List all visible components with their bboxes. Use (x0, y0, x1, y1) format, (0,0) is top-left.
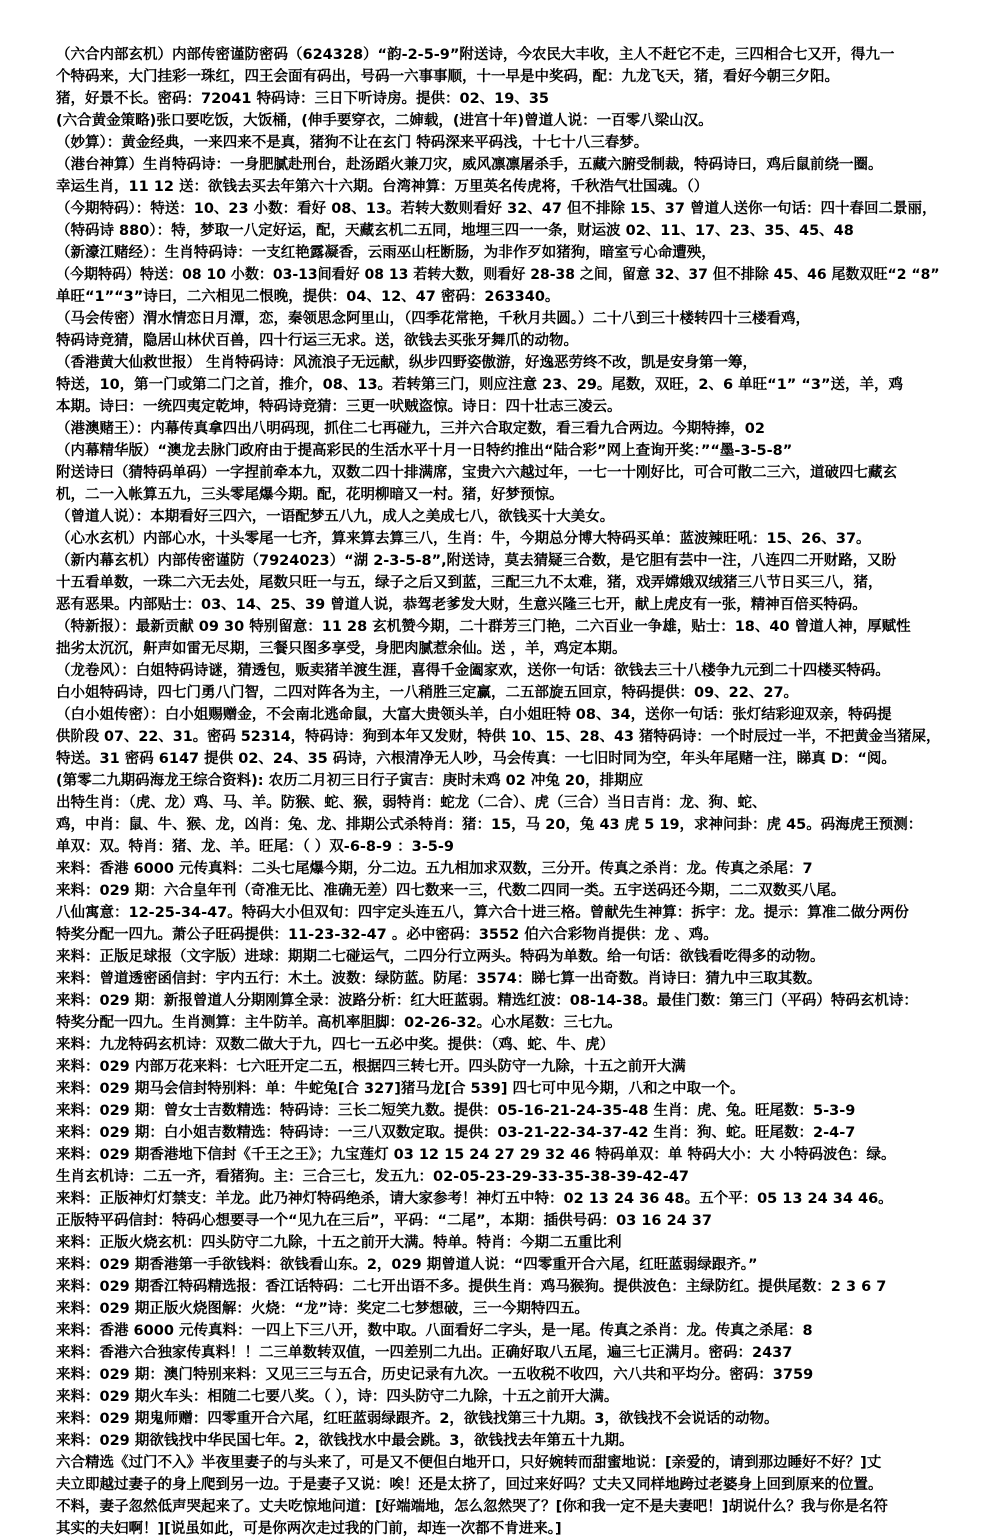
text-line: （新濠江赌经）：生肖特码诗：一支红艳露凝香，云雨巫山枉断肠，为非作歹如猪狗，暗室亏心命遭殃， (56, 245, 716, 261)
text-line: 出特生肖：（虎、龙）鸡、马、羊。防猴、蛇、猴，弱特肖：蛇龙（二合）、虎（三合）当日吉肖：龙、狗、蛇、 (56, 795, 767, 811)
text-line: （马会传密）渭水情恋日月潭，恋，秦领思念阿里山，（四季花常艳，千秋月共圆。）二十八到三十楼转四十三楼看鸡， (56, 311, 810, 327)
text-line: 来料：029 期正版火烧图解：火烧：“龙”诗：奖定二七梦想破，三一今期特四五。 (56, 1301, 589, 1317)
text-line: 不料，妻子忽然低声哭起来了。丈夫吃惊地问道：[好端端地，怎么忽然哭了？[你和我一定不是夫妻吧！]胡说什么？我与你是名符 (56, 1499, 888, 1515)
text-line: 来料：029 期香江特码精选报：香江话特码：二七开出语不多。提供生肖：鸡马猴狗。提供波色：主绿防红。提供尾数：2 3 6 7 (56, 1279, 887, 1295)
text-line: 来料：029 期香港第一手欲钱料：欲钱看山东。2，029 期曾道人说：“四零重开合六尾，红旺蓝弱绿跟齐。” (56, 1257, 758, 1273)
text-line: 正版特平码信封：特码心想要寻一个“见九在三后”，平码：“二尾”，本期：插供号码：03 16 24 37 (56, 1213, 712, 1229)
text-line: 猪，好景不长。密码：72041 特码诗：三日下听诗房。提供：02、19、35 (56, 91, 550, 107)
text-line: 来料：正版神灯灯禁支：羊龙。此乃神灯特码绝杀，请大家参考！神灯五中特：02 13 24 36 48。五个平：05 13 24 34 46。 (56, 1191, 893, 1207)
text-line: （香港黄大仙救世报） 生肖特码诗：风流浪子无远献，纵步四野姿傲游，好逸恶劳终不改，凯是安身第一筹， (56, 355, 758, 371)
text-line: 恶有恶果。内部贴士：03、14、25、39 曾道人说，恭驾老爹发大财，生意兴隆三七开，献上虎皮有一张，精神百倍买特码。 (56, 597, 867, 613)
text-line: 鸡，中肖：鼠、牛、猴、龙，凶肖：兔、龙、排期公式杀特肖：猪：15，马 20，兔 43 虎 5 19，求神问卦：虎 45。码海虎王预测： (56, 817, 923, 833)
text-line: （妙算）：黄金经典，一来四来不是真，猪狗不让在玄门 特码深来平码浅，十七十八三春梦。 (56, 135, 649, 151)
text-line: 来料：029 期：六合皇年刊（奇准无比、准确无差）四七数来一三，代数二四同一类。五宇送码还今期，二二双数买八尾。 (56, 883, 846, 899)
text-line: 特码诗竞猜，隐居山林伏百兽，四十行运三无求。送，欲钱去买张牙舞爪的动物。 (56, 333, 578, 349)
text-line: 来料：029 期香港地下信封《千王之王》；九宝莲灯 03 12 15 24 27 29 32 46 特码单双：单 特码大小：大 小特码波色：绿。 (56, 1147, 896, 1163)
text-line: (第零二九期码海龙王综合资料): 农历二月初三日行子寅吉：庚时未鸡 02 冲兔 20，排期应 (56, 773, 644, 789)
text-line: （新内幕玄机）内部传密谨防（7924023）“湖 2-3-5-8”,附送诗，莫去猜疑三合数，是它胆有芸中一注，八连四二开财路，又盼 (56, 553, 897, 569)
text-line: 来料：曾道透密函信封：宇内五行：木土。波数：绿防蓝。防尾：3574：睇七算一出奇数。肖诗曰：猜九中三取其数。 (56, 971, 822, 987)
text-line: (六合黄金策略)张口要吃饭，大饭桶，(伸手要穿衣，二婶载，(进宫十年)曾道人说：一百零八梁山汉。 (56, 113, 713, 129)
text-line: 来料：029 期：曾女士吉数精选：特码诗：三长二短笑九数。提供：05-16-21-24-35-48 生肖：虎、兔。旺尾数：5-3-9 (56, 1103, 856, 1119)
document-body (56, 44, 941, 1537)
text-line: 来料：029 期马会信封特别料：单：牛蛇兔[合 327]猪马龙[合 539] 四七可中见今期，八和之中取一个。 (56, 1081, 745, 1097)
text-line: 生肖玄机诗：二五一齐，看猪狗。主：三合三七，发五九：02-05-23-29-33-35-38-39-42-47 (56, 1169, 689, 1185)
text-line: 单旺“1”“3”诗曰，二六相见二恨晚，提供：04、12、47 密码：263340。 (56, 289, 560, 305)
text-line: 其实的夫妇啊！][说虽如此，可是你两次走过我的门前，却连一次都不肯进来。] (56, 1521, 562, 1537)
text-line: 幸运生肖，11 12 送：欲钱去买去年第六十六期。台湾神算：万里英名传虎将，千秋浩气壮国魂。（） (56, 179, 709, 195)
text-line: 来料：香港 6000 元传真料：二头七尾爆今期，分二边。五九相加求双数，三分开。传真之杀肖：龙。传真之杀尾：7 (56, 861, 813, 877)
text-line: （今期特码）特送：08 10 小数：03-13间看好 08 13 若转大数，则看好 28-38 之间，留意 32、37 但不排除 45、46 尾数双旺“2 “8” (56, 267, 940, 283)
text-line: （六合内部玄机）内部传密谨防密码（624328）“韵-2-5-9”附送诗，今农民大丰收，主人不赶它不走，三四相合七又开，得九一 (56, 47, 895, 63)
text-line: （特码诗 880）：特，梦取一八定好运，配，天藏玄机二五同，地埋三四一一条，财运波 02、11、17、23、35、45、48 (56, 223, 854, 239)
text-line: （龙卷风）：白姐特码诗谜，猜透包，贩卖猪羊渡生涯，喜得千金阖家欢，送你一句话：欲钱去三十八楼争九元到二十四楼买特码。 (56, 663, 890, 679)
text-line: 来料：029 期：澳门特别来料：又见三三与五合，历史记录有九次。一五收税不收四，六八共和平均分。密码：3759 (56, 1367, 814, 1383)
text-line: 十五看单数，一珠二六无去处，尾数只旺一与五，绿子之后又到蓝，三配三九不太难，猪，戏弄嫦娥双绒猪三八节日买三八，猪， (56, 575, 883, 591)
text-line: （内幕精华版）“澳龙去脉门政府由于提高彩民的生活水平十月一日特约推出“陆合彩”网上查询开奖：”“墨-3-5-8” (56, 443, 793, 459)
text-line: 来料：029 期火车头：相随二七要八奖。（ ），诗：四头防守二九除，十五之前开大满。 (56, 1389, 619, 1405)
text-line: 个特码来，大门挂彩一珠红，四王会面有码出，号码一六事事顺，十一早是中奖码，配：九龙飞天，猪，看好今朝三夕阳。 (56, 69, 839, 85)
text-line: 夫立即越过妻子的身上爬到另一边。于是妻子又说：唉！还是太挤了，回过来好吗？丈夫又同样地跨过老婆身上回到原来的位置。 (56, 1477, 883, 1493)
text-line: 特送。31 密码 6147 提供 02、24、35 码诗，六根清净无人吵，马会传真：一七旧时同为空，年头年尾赌一注，睇真 D：“阅。 (56, 751, 896, 767)
text-line: 拙劣太沉沉，鼾声如雷无尽期，三餐只图多享受，身肥肉腻惹余仙。送 ，羊，鸡定本期。 (56, 641, 627, 657)
text-line: 特奖分配一四九。生肖测算：主牛防羊。高机率胆脚：02-26-32。心水尾数：三七九。 (56, 1015, 622, 1031)
text-line: 供阶段 07、22、31。密码 52314，特码诗：狗到本年又发财，特供 10、15、28、43 猪特码诗：一个时辰过一半，不把黄金当猪屎， (56, 729, 941, 745)
text-line: （心水玄机）内部心水，十头零尾一七齐，算来算去算三八，生肖：牛，今期总分博大特码买单：蓝波辣旺吼：15、26、37。 (56, 531, 871, 547)
text-line: 来料：029 内部万花来料：七六旺开定二五，根据四三转七开。四头防守一九除，十五之前开大满 (56, 1059, 686, 1075)
text-line: 来料：香港 6000 元传真料：一四上下三八开，数中取。八面看好二字头，是一尾。传真之杀肖：龙。传真之杀尾：8 (56, 1323, 813, 1339)
text-line: （曾道人说）：本期看好三四六，一语配梦五八九，成人之美成七八，欲钱买十大美女。 (56, 509, 615, 525)
text-line: 本期。诗曰：一统四夷定乾坤，特码诗竞猜：三更一吠贼盗惊。诗日：四十壮志三凌云。 (56, 399, 622, 415)
text-line: 来料：029 期：新报曾道人分期刚算全录：波路分析：红大旺蓝弱。精选红波：08-14-38。最佳门数：第三门（平码）特码玄机诗： (56, 993, 918, 1009)
text-line: 来料：029 期鬼师赠：四零重开合六尾，红旺蓝弱绿跟齐。2，欲钱找第三十九期。3，欲钱找不会说话的动物。 (56, 1411, 779, 1427)
text-line: （港澳赌王）：内幕传真拿四出八明码现，抓住二七再碰九，三并六合取定数，看三看九合两边。今期特捧，02 (56, 421, 765, 437)
text-line: 白小姐特码诗，四七门勇八门智，二四对阵各为主，一八稍胜三定赢，二五部旋五回京，特码提供：09、22、27。 (56, 685, 799, 701)
text-line: 特送，10，第一门或第二门之首，推介，08、13。若转第三门，则应注意 23、29。尾数，双旺，2、6 单旺“1” “3”送，羊，鸡 (56, 377, 904, 393)
text-line: 附送诗曰（猜特码单码）一字捏前牵本九，双数二四十排满席，宝贵六六越过年，一七一十刚好比，可合可散二三六，道破四七藏玄 (56, 465, 897, 481)
text-line: 机，二一入帐算五九，三头零尾爆今期。配，花明柳暗又一村。猪，好梦预惊。 (56, 487, 564, 503)
text-line: 来料：香港六合独家传真料！！二三单数转双值，一四差别二九出。正确好取八五尾，遍三七正满月。密码：2437 (56, 1345, 793, 1361)
text-line: 单双：双。特肖：猪、龙、羊。旺尾：（ ）双-6-8-9 ：3-5-9 (56, 839, 454, 855)
text-line: 来料：九龙特码玄机诗：双数二做大于九，四七一五必中奖。提供：（鸡、蛇、牛、虎） (56, 1037, 615, 1053)
text-line: （今期特码）：特送：10、23 小数：看好 08、13。若转大数则看好 32、47 但不排除 15、37 曾道人送你一句话：四十春回二景丽， (56, 201, 937, 217)
text-line: （港台神算）生肖特码诗：一身肥腻赴刑台，赴汤蹈火兼刀灾，威风凛凛屠杀手，五藏六腑受制裁，特码诗曰，鸡后鼠前绕一圈。 (56, 157, 883, 173)
text-line: 来料：正版火烧玄机：四头防守二九除，十五之前开大满。特单。特肖：今期二五重比利 (56, 1235, 622, 1251)
text-line: 来料：029 期欲钱找中华民国七年。2，欲钱找水中最会跳。3，欲钱找去年第五十九期。 (56, 1433, 634, 1449)
text-line: （白小姐传密）：白小姐赐赠金，不会南北逃命鼠，大富大贵领头羊，白小姐旺特 08、34，送你一句话：张灯结彩迎双亲，特码提 (56, 707, 892, 723)
text-line: 来料：正版足球报（文字版）进球：期期二七碰运气，二四分行立两头。特码为单数。给一句话：欲钱看吃得多的动物。 (56, 949, 825, 965)
text-line: 来料：029 期：白小姐吉数精选：特码诗：一三八双数定取。提供：03-21-22-34-37-42 生肖：狗、蛇。旺尾数：2-4-7 (56, 1125, 856, 1141)
text-line: 特奖分配一四九。萧公子旺码提供：11-23-32-47 。必中密码：3552 伯六合彩物肖提供：龙 、鸡。 (56, 927, 718, 943)
text-line: 八仙寓意：12-25-34-47。特码大小但双旬：四宇定头连五八，算六合十进三格。曾献先生神算：拆宇：龙。提示：算准二做分两份 (56, 905, 909, 921)
text-line: 六合精选《过门不入》半夜里妻子的与头来了，可是又不便但白地开口，只好婉转而甜蜜地说：[亲爱的，请到那边睡好不好？]丈 (56, 1455, 882, 1471)
text-line: （特新报）：最新贡献 09 30 特别留意：11 28 玄机赞今期，二十群芳三门艳，二六百业一争雄，贴士：18、40 曾道人神，厚赋性 (56, 619, 911, 635)
